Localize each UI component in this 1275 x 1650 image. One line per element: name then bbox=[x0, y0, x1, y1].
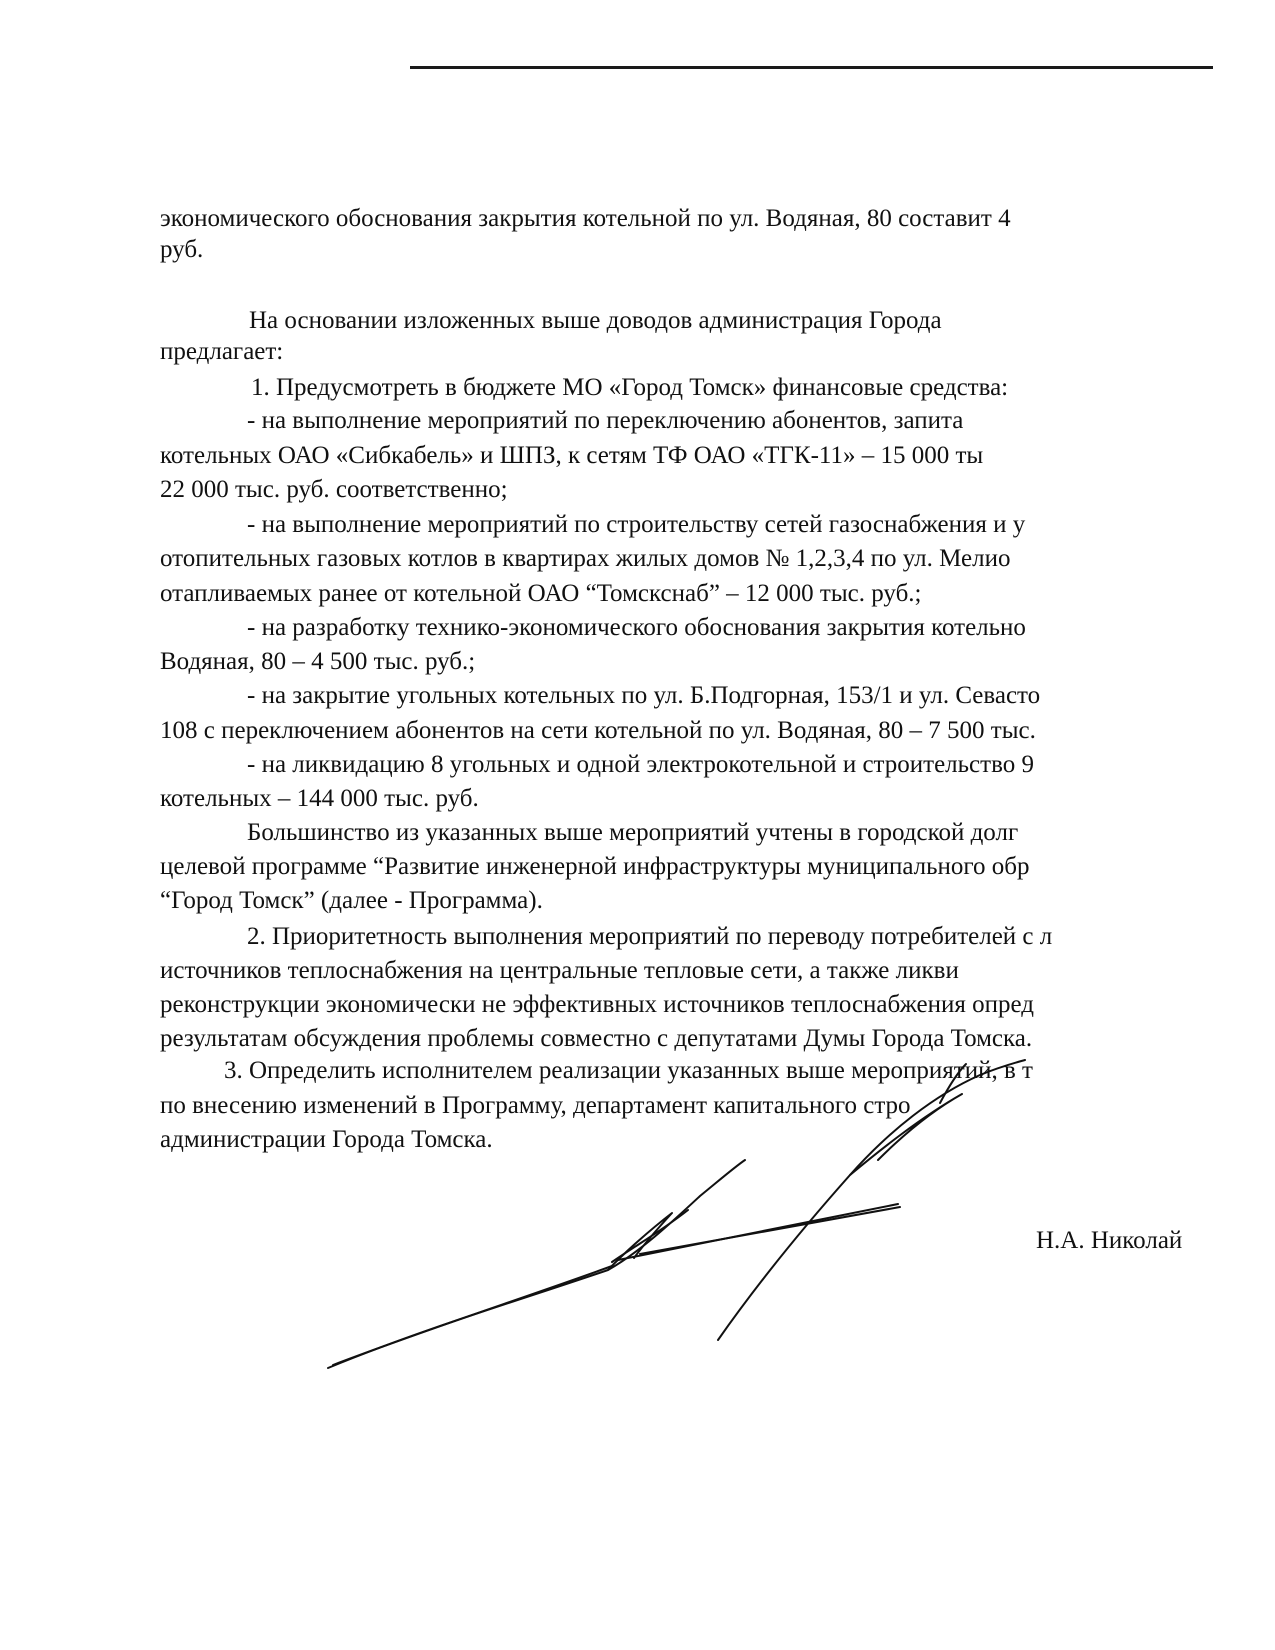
text-line: руб. bbox=[160, 236, 204, 263]
text-line: 1. Предусмотреть в бюджете МО «Город Томск» финансовые средства: bbox=[251, 374, 1009, 401]
text-line: - на разработку технико-экономического обоснования закрытия котельно bbox=[247, 614, 1026, 641]
text-line: реконструкции экономически не эффективных источников теплоснабжения опред bbox=[160, 991, 1035, 1018]
top-rule bbox=[410, 66, 1275, 69]
text-line: котельных – 144 000 тыс. руб. bbox=[160, 785, 479, 812]
text-line: - на выполнение мероприятий по строительству сетей газоснабжения и у bbox=[247, 511, 1026, 538]
text-line: целевой программе “Развитие инженерной инфраструктуры муниципального обр bbox=[160, 853, 1030, 880]
text-line: На основании изложенных выше доводов администрация Города bbox=[249, 307, 942, 334]
text-line: 22 000 тыс. руб. соответственно; bbox=[160, 476, 508, 503]
text-line: 2. Приоритетность выполнения мероприятий по переводу потребителей с л bbox=[247, 923, 1053, 950]
text-line: предлагает: bbox=[160, 338, 284, 365]
text-line: Водяная, 80 – 4 500 тыс. руб.; bbox=[160, 648, 476, 675]
text-line: отопительных газовых котлов в квартирах жилых домов № 1,2,3,4 по ул. Мелио bbox=[160, 545, 1011, 572]
text-line: результатам обсуждения проблемы совместно с депутатами Думы Города Томска. bbox=[160, 1025, 1033, 1052]
page-edge bbox=[1213, 0, 1275, 1650]
text-line: администрации Города Томска. bbox=[160, 1126, 493, 1153]
text-line: отапливаемых ранее от котельной ОАО “Томскснаб” – 12 000 тыс. руб.; bbox=[160, 580, 922, 607]
text-line: - на закрытие угольных котельных по ул. Б.Подгорная, 153/1 и ул. Севасто bbox=[247, 682, 1041, 709]
text-line: экономического обоснования закрытия котельной по ул. Водяная, 80 составит 4 bbox=[160, 205, 1011, 232]
text-line: котельных ОАО «Сибкабель» и ШПЗ, к сетям ТФ ОАО «ТГК-11» – 15 000 ты bbox=[160, 442, 984, 469]
text-line: “Город Томск” (далее - Программа). bbox=[160, 887, 543, 914]
text-line: 108 с переключением абонентов на сети котельной по ул. Водяная, 80 – 7 500 тыс. bbox=[160, 717, 1036, 744]
text-line: Большинство из указанных выше мероприятий учтены в городской долг bbox=[247, 819, 1019, 846]
text-line: - на выполнение мероприятий по переключению абонентов, запита bbox=[247, 407, 964, 434]
text-line: - на ликвидацию 8 угольных и одной электрокотельной и строительство 9 bbox=[247, 751, 1034, 778]
text-line: источников теплоснабжения на центральные тепловые сети, а также ликви bbox=[160, 957, 959, 984]
text-line: по внесению изменений в Программу, департамент капитального стро bbox=[160, 1092, 911, 1119]
text-line: 3. Определить исполнителем реализации указанных выше мероприятий, в т bbox=[224, 1057, 1033, 1084]
signer-name: Н.А. Николай bbox=[1036, 1227, 1183, 1254]
